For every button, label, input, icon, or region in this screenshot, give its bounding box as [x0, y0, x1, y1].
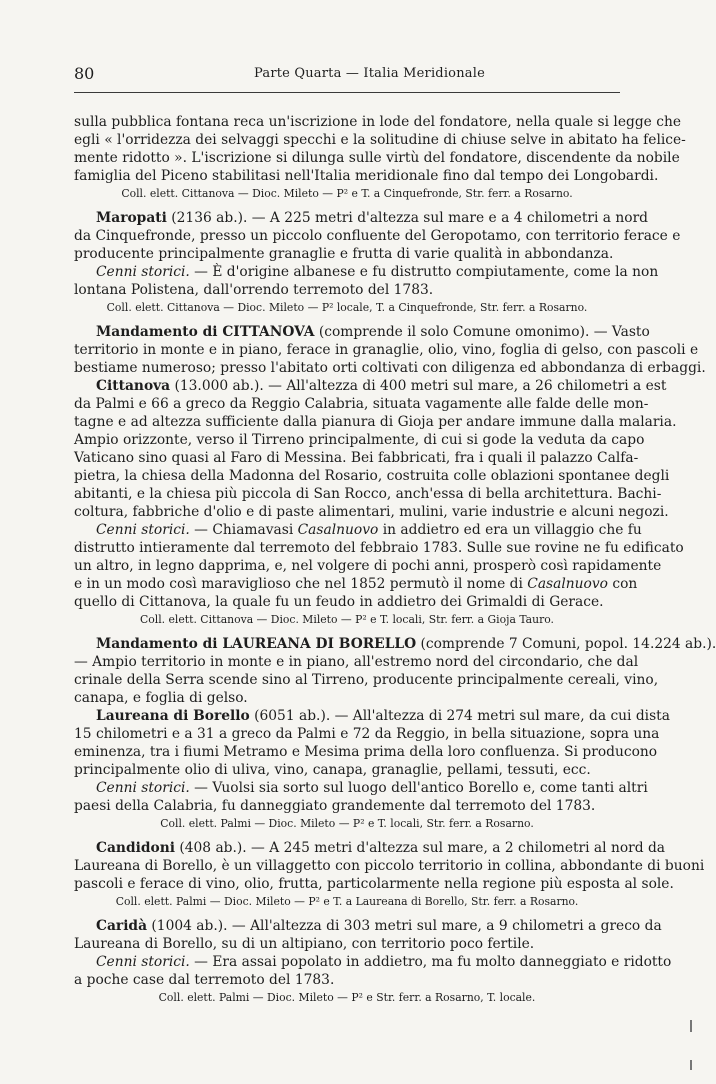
text-line: principalmente olio di uliva, vino, canapa, granaglie, pellami, tessuti, ecc. [74, 762, 591, 778]
entry-text: (1004 ab.). — All'altezza di 303 metri sul mare, a 9 chilometri a greco da [147, 918, 662, 934]
text-line: — Ampio territorio in monte e in piano, all'estremo nord del circondario, che dal [74, 654, 639, 670]
text-line: quello di Cittanova, la quale fu un feudo in addietro dei Grimaldi di Gerace. [74, 594, 604, 610]
text-line: producente principalmente granaglie e frutta di varie qualità in abbondanza. [74, 246, 614, 262]
text-line: a poche case dal terremoto del 1783. [74, 972, 335, 988]
text-line [74, 263, 659, 281]
admin-note: Coll. elett. Cittanova — Dioc. Mileto — P² e T. a Cinquefronde, Str. ferr. a Rosarno. [121, 187, 573, 200]
entry-maropati [74, 209, 649, 227]
mandamento-cittanova [74, 323, 650, 341]
cenni-storici-label: Cenni storici. [96, 780, 190, 796]
scan-edge-mark [690, 1020, 692, 1032]
text-line: canapa, e foglia di gelso. [74, 690, 248, 706]
entry-text: (2136 ab.). — A 225 metri d'altezza sul mare e a 4 chilometri a nord [166, 210, 649, 226]
entry-text: — Chiamavasi [189, 522, 298, 538]
cenni-storici-label: Cenni storici. [96, 264, 190, 280]
mandamento-name: LAUREANA DI BORELLO [222, 636, 417, 652]
text-line: lontana Polistena, dall'orrendo terremoto del 1783. [74, 282, 434, 298]
text-line: famiglia del Piceno stabilitasi nell'Italia meridionale fino dal tempo dei Longobardi. [74, 168, 659, 184]
text-line: Vaticano sino quasi al Faro di Messina. Bei fabbricati, fra i quali il palazzo Calfa- [74, 450, 639, 466]
entry-heading: Laureana di Borello [96, 708, 250, 724]
cenni-storici-label: Cenni storici. [96, 954, 190, 970]
admin-note: Coll. elett. Cittanova — Dioc. Mileto — P² locale, T. a Cinquefronde, Str. ferr. a Rosarno. [106, 301, 588, 314]
text-line: Laureana di Borello, è un villaggetto con piccolo territorio in collina, abbondante di buoni [74, 858, 705, 874]
text-line [74, 953, 672, 971]
entry-text: (13.000 ab.). — All'altezza di 400 metri sul mare, a 26 chilometri a est [170, 378, 667, 394]
text-line: distrutto intieramente dal terremoto del febbraio 1783. Sulle sue rovine ne fu edificato [74, 540, 684, 556]
entry-text: in addietro ed era un villaggio che fu [378, 522, 642, 538]
entry-text: (comprende il solo Comune omonimo). — Vasto [314, 324, 650, 340]
cenni-storici-label: Cenni storici. [96, 522, 190, 538]
entry-text: — È d'origine albanese e fu distrutto compiutamente, come la non [189, 264, 659, 280]
entry-cittanova [74, 377, 667, 395]
mandamento-laureana [74, 635, 716, 653]
text-line: 15 chilometri e a 31 a greco da Palmi e 72 da Reggio, in bella situazione, sopra una [74, 726, 660, 742]
entry-heading: Candidoni [96, 840, 175, 856]
text-line: mente ridotto ». L'iscrizione si dilunga sulle virtù del fondatore, discendente da nobile [74, 150, 680, 166]
entry-text: — Era assai popolato in addietro, ma fu molto danneggiato e ridotto [189, 954, 672, 970]
former-name: Casalnuovo [297, 522, 379, 538]
entry-text: (408 ab.). — A 245 metri d'altezza sul mare, a 2 chilometri al nord da [174, 840, 666, 856]
scan-edge-mark [690, 1060, 692, 1070]
entry-text: con [607, 576, 638, 592]
mandamento-name: CITTANOVA [222, 324, 315, 340]
text-line: egli « l'orridezza dei selvaggi specchi e la solitudine di chiuse selve in abitato ha felice- [74, 132, 686, 148]
admin-note: Coll. elett. Palmi — Dioc. Mileto — P² e Str. ferr. a Rosarno, T. locale. [158, 991, 536, 1004]
mandamento-prefix: Mandamento di [96, 636, 223, 652]
text-line [74, 575, 638, 593]
text-line [74, 779, 648, 797]
admin-note: Coll. elett. Palmi — Dioc. Mileto — P² e T. locali, Str. ferr. a Rosarno. [160, 817, 534, 830]
admin-note: Coll. elett. Palmi — Dioc. Mileto — P² e T. a Laureana di Borello, Str. ferr. a Rosarno. [115, 895, 579, 908]
mandamento-prefix: Mandamento di [96, 324, 223, 340]
entry-candidoni [74, 839, 666, 857]
text-line: eminenza, tra i fiumi Metramo e Mesima prima della loro confluenza. Si producono [74, 744, 658, 760]
entry-text: e in un modo così maraviglioso che nel 1852 permutò il nome di [74, 576, 528, 592]
text-line: un altro, in legno dapprima, e, nel volgere di pochi anni, prosperò così rapidamente [74, 558, 662, 574]
text-line: Ampio orizzonte, verso il Tirreno principalmente, di cui si gode la veduta da capo [74, 432, 645, 448]
page-header [74, 64, 620, 86]
text-line: abitanti, e la chiesa più piccola di San Rocco, anch'essa di bella architettura. Bachi- [74, 486, 662, 502]
page-number: 80 [74, 64, 95, 83]
page-body [74, 113, 716, 1007]
text-line [74, 521, 642, 539]
text-line: coltura, fabbriche d'olio e di paste alimentari, mulini, varie industrie e alcuni negozi. [74, 504, 669, 520]
text-line: Laureana di Borello, su di un altipiano, con territorio poco fertile. [74, 936, 535, 952]
text-line: sulla pubblica fontana reca un'iscrizione in lode del fondatore, nella quale si legge che [74, 114, 681, 130]
entry-text: (6051 ab.). — All'altezza di 274 metri sul mare, da cui dista [249, 708, 670, 724]
text-line: territorio in monte e in piano, ferace in granaglie, olio, vino, foglia di gelso, con pascoli e [74, 342, 699, 358]
entry-text: — Vuolsi sia sorto sul luogo dell'antico Borello e, come tanti altri [189, 780, 648, 796]
text-line: pietra, la chiesa della Madonna del Rosario, costruita colle oblazioni spontanee degli [74, 468, 670, 484]
entry-text: (comprende 7 Comuni, popol. 14.224 ab.). [416, 636, 716, 652]
header-rule [74, 92, 620, 93]
former-name: Casalnuovo [527, 576, 608, 592]
entry-heading: Cittanova [96, 378, 171, 394]
running-title: Parte Quarta — Italia Meridionale [254, 66, 485, 81]
entry-carida [74, 917, 662, 935]
text-line: paesi della Calabria, fu danneggiato grandemente dal terremoto del 1783. [74, 798, 596, 814]
admin-note: Coll. elett. Cittanova — Dioc. Mileto — P² e T. locali, Str. ferr. a Gioja Tauro. [140, 613, 554, 626]
entry-laureana [74, 707, 670, 725]
text-line: pascoli e ferace di vino, olio, frutta, particolarmente nella regione più esposta al sole. [74, 876, 674, 892]
text-line: crinale della Serra scende sino al Tirreno, producente principalmente cereali, vino, [74, 672, 659, 688]
entry-heading: Caridà [96, 918, 148, 934]
text-line: bestiame numeroso; presso l'abitato orti coltivati con diligenza ed abbondanza di erbaggi. [74, 360, 706, 376]
entry-heading: Maropati [96, 210, 167, 226]
text-line: tagne e ad altezza sufficiente dalla pianura di Gioja per andare immune dalla malaria. [74, 414, 677, 430]
text-line: da Palmi e 66 a greco da Reggio Calabria, situata vagamente alle falde delle mon- [74, 396, 649, 412]
text-line: da Cinquefronde, presso un piccolo confluente del Geropotamo, con territorio ferace e [74, 228, 681, 244]
